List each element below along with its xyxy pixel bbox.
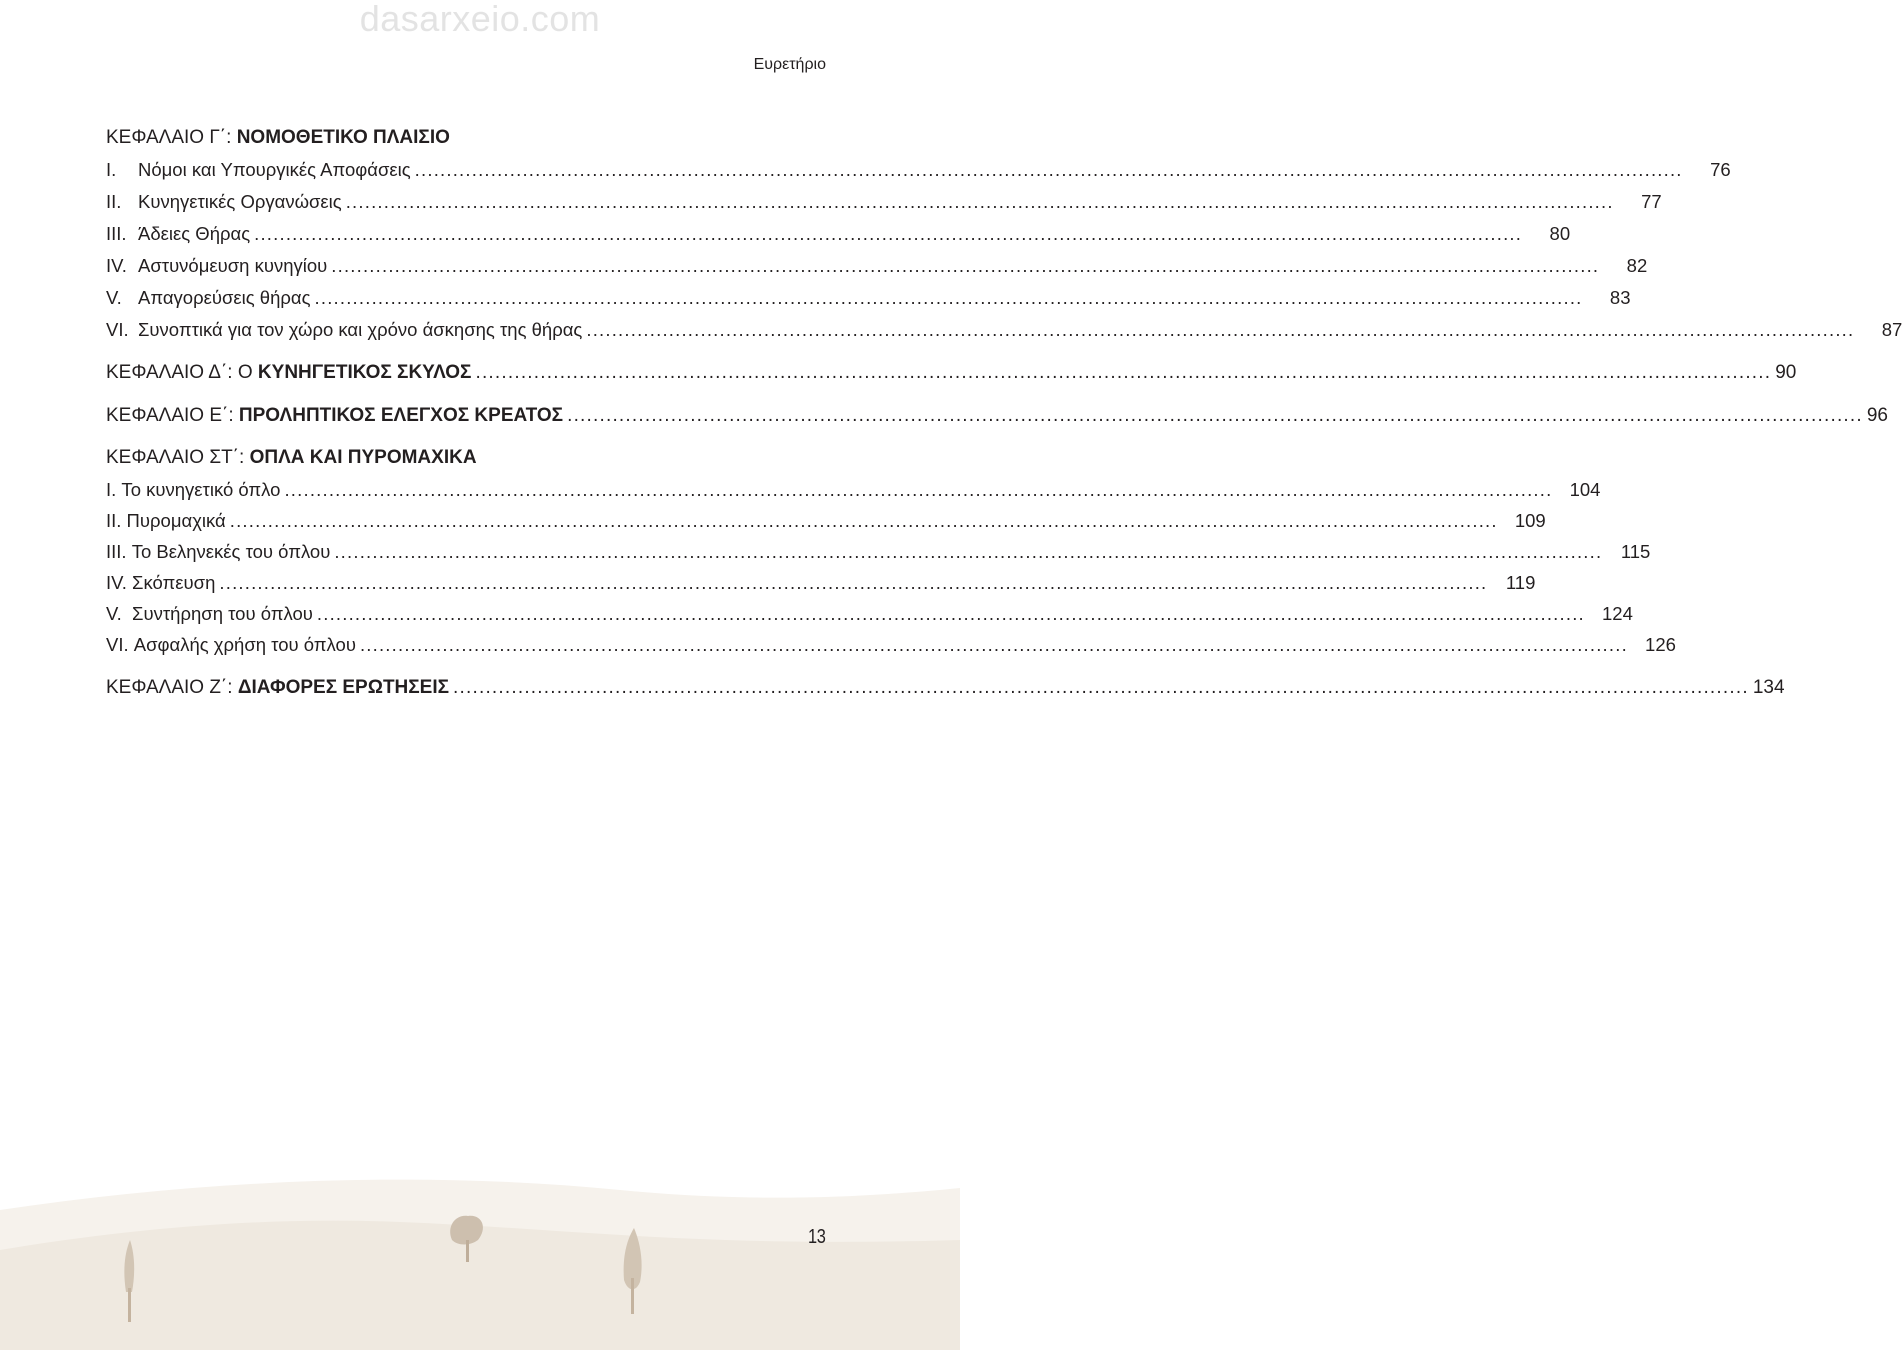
landscape-illustration (0, 1170, 960, 1350)
leader-dots: ........................................................................................................................................................................................................ (254, 223, 1523, 244)
toc-entry-page: 90 (1775, 362, 1797, 383)
leader-dots: ........................................................................................................................................................................................................ (359, 634, 1628, 655)
chapter-g-heading (106, 126, 450, 150)
watermark: dasarxeio.com (359, 0, 601, 39)
toc-entry-number: VI. (106, 319, 129, 340)
chapter-g-title: ΝΟΜΟΘΕΤΙΚΟ ΠΛΑΙΣΙΟ (236, 127, 450, 148)
toc-entry-page: 80 (1549, 223, 1571, 244)
toc-entry[interactable] (106, 602, 1633, 626)
toc-entry-number: II. (106, 191, 122, 212)
chapter-z-prefix: ΚΕΦΑΛΑΙΟ Ζ΄: (106, 677, 238, 698)
toc-entry-page: 82 (1626, 255, 1648, 276)
toc-entry-label (106, 286, 311, 310)
leader-dots: ........................................................................................................................................................................................................ (475, 362, 1772, 383)
toc-entry-label (106, 190, 342, 214)
toc-entry-page: 124 (1602, 603, 1633, 624)
toc-entry-page: 87 (1881, 319, 1902, 340)
toc-entry[interactable] (106, 633, 1676, 657)
leader-dots: ........................................................................................................................................................................................................ (453, 677, 1749, 698)
toc-entry-label (106, 318, 582, 342)
chapter-st-prefix: ΚΕΦΑΛΑΙΟ ΣΤ΄: (106, 447, 250, 468)
toc-entry-page: 115 (1620, 541, 1651, 562)
toc-entry[interactable] (106, 318, 1902, 342)
toc-entry-page: 83 (1609, 287, 1631, 308)
toc-entry[interactable] (106, 540, 1651, 564)
toc-entry[interactable] (106, 571, 1536, 595)
toc-entry[interactable] (106, 158, 1731, 182)
toc-entry-page: 134 (1752, 677, 1785, 698)
toc-entry-text: IV. Σκόπευση (106, 572, 216, 593)
toc-entry-text: II. Πυρομαχικά (106, 510, 226, 531)
toc-entry-label (106, 158, 411, 182)
toc-entry[interactable] (106, 509, 1546, 533)
chapter-d-entry[interactable] (106, 361, 1797, 385)
toc-entry-text: Συνοπτικά για τον χώρο και χρόνο άσκησης της θήρας (138, 319, 583, 340)
toc-entry-number: III. (106, 223, 127, 244)
leader-dots: ........................................................................................................................................................................................................ (586, 319, 1855, 340)
toc-entry-page: 96 (1866, 405, 1888, 426)
toc-entry-page: 109 (1514, 510, 1546, 531)
chapter-d-title: ΚΥΝΗΓΕΤΙΚΟΣ ΣΚΥΛΟΣ (257, 362, 472, 383)
chapter-e-entry[interactable] (106, 404, 1888, 428)
leader-dots: ........................................................................................................................................................................................................ (331, 255, 1600, 276)
leader-dots: ........................................................................................................................................................................................................ (316, 603, 1585, 624)
toc-entry-text: Νόμοι και Υπουργικές Αποφάσεις (138, 159, 411, 180)
toc-entry-text: V. Συντήρηση του όπλου (106, 603, 313, 624)
leader-dots: ........................................................................................................................................................................................................ (219, 572, 1488, 593)
toc-entry-text: III. Το Βεληνεκές του όπλου (106, 541, 331, 562)
toc-entry-label (106, 361, 471, 385)
chapter-z-title: ΔΙΑΦΟΡΕΣ ΕΡΩΤΗΣΕΙΣ (237, 677, 450, 698)
toc-entry-label (106, 222, 250, 246)
leader-dots: ........................................................................................................................................................................................................ (567, 405, 1863, 426)
running-head: Ευρετήριο (753, 56, 826, 73)
toc-entry[interactable] (106, 190, 1662, 214)
toc-entry-number: IV. (106, 255, 127, 276)
toc-entry-label (106, 254, 327, 278)
toc-entry-text: Κυνηγετικές Οργανώσεις (138, 191, 342, 212)
leader-dots: ........................................................................................................................................................................................................ (284, 479, 1553, 500)
toc-entry-number: V. (106, 287, 122, 308)
toc-entry-text: Άδειες Θήρας (138, 223, 251, 244)
toc-entry-page: 104 (1569, 479, 1601, 500)
leader-dots: ........................................................................................................................................................................................................ (334, 541, 1603, 562)
toc-entry-label (106, 404, 563, 428)
chapter-st-heading (106, 446, 477, 470)
toc-entry[interactable] (106, 222, 1571, 246)
toc-entry-text: I. Το κυνηγετικό όπλο (106, 479, 281, 500)
toc-entry-label (106, 676, 449, 700)
chapter-g-prefix: ΚΕΦΑΛΑΙΟ Γ΄: (106, 127, 237, 148)
toc-entry[interactable] (106, 254, 1648, 278)
chapter-d-prefix: ΚΕΦΑΛΑΙΟ Δ΄: Ο (106, 362, 258, 383)
toc-entry-text: Απαγορεύσεις θήρας (138, 287, 311, 308)
toc-entry-number: I. (106, 159, 117, 180)
leader-dots: ........................................................................................................................................................................................................ (414, 159, 1683, 180)
toc-entry-text: Αστυνόμευση κυνηγίου (138, 255, 328, 276)
toc-entry[interactable] (106, 478, 1601, 502)
chapter-st-title: ΟΠΛΑ ΚΑΙ ΠΥΡΟΜΑΧΙΚΑ (249, 447, 477, 468)
toc-entry-page: 126 (1645, 634, 1676, 655)
chapter-e-prefix: ΚΕΦΑΛΑΙΟ Ε΄: (106, 405, 239, 426)
chapter-e-title: ΠΡΟΛΗΠΤΙΚΟΣ ΕΛΕΓΧΟΣ ΚΡΕΑΤΟΣ (238, 405, 564, 426)
page-number: 13 (808, 1226, 826, 1248)
chapter-z-entry[interactable] (106, 676, 1785, 700)
toc-entry-page: 77 (1641, 191, 1662, 212)
leader-dots: ........................................................................................................................................................................................................ (345, 191, 1614, 212)
toc-entry-page: 76 (1710, 159, 1731, 180)
toc-entry-page: 119 (1505, 572, 1536, 593)
toc-entry-text: VI. Ασφαλής χρήση του όπλου (106, 634, 356, 655)
leader-dots: ........................................................................................................................................................................................................ (314, 287, 1583, 308)
leader-dots: ........................................................................................................................................................................................................ (229, 510, 1498, 531)
toc-entry[interactable] (106, 286, 1631, 310)
